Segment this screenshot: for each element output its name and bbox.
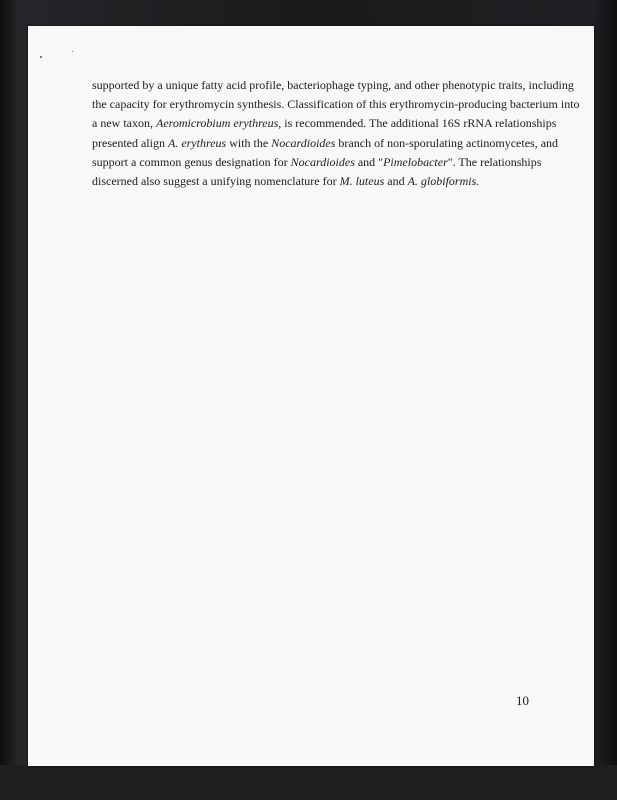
text-run: branch of non-sporulating actinomycetes, and xyxy=(335,135,559,150)
scan-speck xyxy=(72,51,73,52)
italic-term: Nocardioides xyxy=(271,135,336,150)
text-run: and " xyxy=(354,154,384,169)
text-line xyxy=(92,134,559,153)
text-line xyxy=(92,76,574,95)
italic-term: M. luteus xyxy=(339,174,385,189)
text-run: the capacity for erythromycin synthesis. Classification of this erythromycin-producing bacterium into xyxy=(92,97,580,112)
text-run: with the xyxy=(226,135,272,150)
body-paragraph xyxy=(92,76,580,191)
page-number: 10 xyxy=(516,693,529,708)
italic-term: Pimelobacter xyxy=(383,154,448,169)
document-page xyxy=(28,26,594,766)
text-line xyxy=(92,114,557,133)
text-line xyxy=(92,95,580,114)
text-run: . xyxy=(476,174,480,189)
text-run: support a common genus designation for xyxy=(92,154,291,169)
italic-term: Nocardioides xyxy=(290,154,355,169)
text-run: ". The relationships xyxy=(447,154,542,169)
italic-term: A. erythreus xyxy=(167,135,227,150)
scan-speck xyxy=(40,56,42,58)
text-run: presented align xyxy=(92,135,168,150)
scanner-bed-strip xyxy=(0,765,617,800)
italic-term: Aeromicrobium erythreus xyxy=(155,116,279,131)
text-run: , is recommended. The additional 16S rRNA relationships xyxy=(278,116,557,131)
italic-term: A. globiformis xyxy=(407,174,477,189)
text-run: a new taxon, xyxy=(92,116,156,131)
text-line xyxy=(92,153,542,172)
text-run: supported by a unique fatty acid profile, bacteriophage typing, and other phenotypic traits, including xyxy=(92,78,574,92)
text-run: discerned also suggest a unifying nomenclature for xyxy=(92,174,340,189)
text-line xyxy=(92,172,528,191)
text-run: and xyxy=(384,174,408,189)
